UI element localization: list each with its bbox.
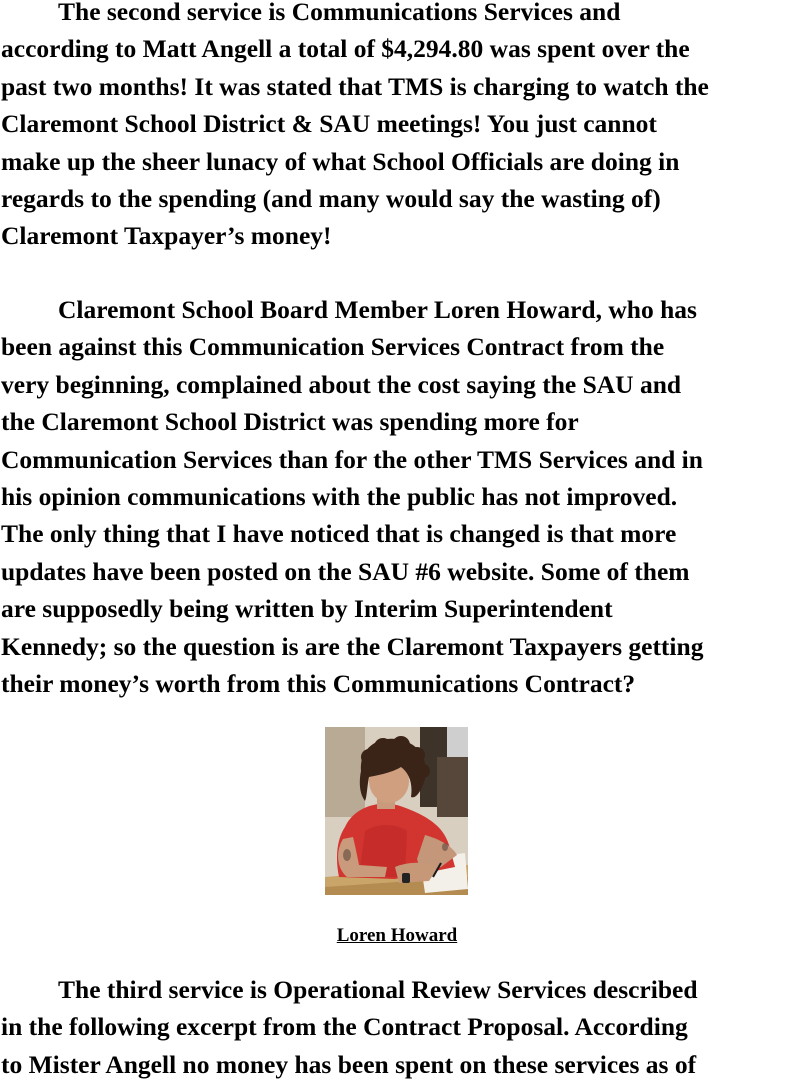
text-line: their money’s worth from this Communications Contract? — [1, 669, 636, 699]
text-line: regards to the spending (and many would say the wasting of) — [1, 184, 661, 214]
paragraph-communications-services — [1, 0, 785, 255]
text-line: updates have been posted on the SAU #6 website. Some of them — [1, 556, 690, 586]
text-line: The only thing that I have noticed that is changed is that more — [1, 519, 677, 549]
text-line: Claremont School District & SAU meetings! You just cannot — [1, 109, 657, 139]
text-line: Kennedy; so the question is are the Claremont Taxpayers getting — [1, 631, 704, 661]
paragraph-loren-howard — [1, 291, 785, 702]
text-line: The second service is Communications Services and — [58, 0, 621, 26]
text-line: been against this Communication Services Contract from the — [1, 332, 665, 362]
text-line: Claremont Taxpayer’s money! — [1, 221, 332, 251]
text-line: make up the sheer lunacy of what School Officials are doing in — [1, 146, 680, 176]
text-line: Communication Services than for the other TMS Services and in — [1, 444, 703, 474]
text-line: Claremont School Board Member Loren Howard, who has — [58, 295, 697, 324]
text-line: the Claremont School District was spending more for — [1, 407, 579, 437]
text-line: in the following excerpt from the Contract Proposal. According — [1, 1012, 688, 1042]
text-line: very beginning, complained about the cost saying the SAU and — [1, 369, 682, 399]
loren-howard-photo — [325, 727, 468, 895]
text-line: to Mister Angell no money has been spent on these services as of — [1, 1049, 697, 1079]
text-line: his opinion communications with the public has not improved. — [1, 482, 678, 512]
text-line: according to Matt Angell a total of $4,294.80 was spent over the — [1, 34, 690, 64]
paragraph-operational-review — [1, 971, 785, 1083]
text-line: are supposedly being written by Interim Superintendent — [1, 594, 613, 624]
text-line: past two months! It was stated that TMS is charging to watch the — [1, 71, 709, 101]
text-line: The third service is Operational Review Services described — [58, 975, 698, 1004]
photo-caption: Loren Howard — [336, 925, 458, 946]
